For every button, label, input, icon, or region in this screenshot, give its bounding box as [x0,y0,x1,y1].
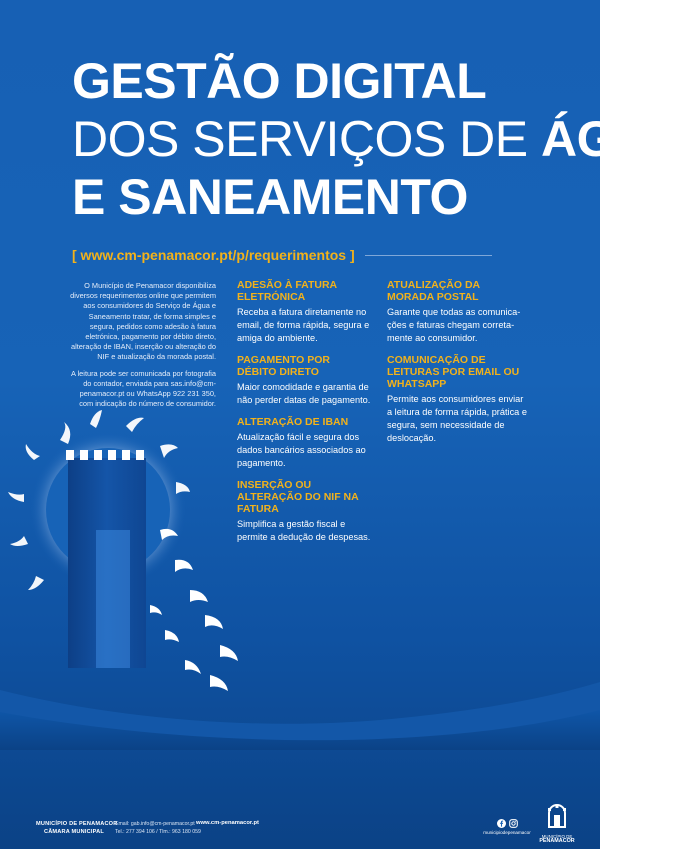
requirements-url-link[interactable]: [ www.cm-penamacor.pt/p/requerimentos ] [72,247,355,263]
municipality-logo [537,805,577,844]
contact-phones: Tel.: 277 394 106 / Tlm.: 963 180 059 [115,829,201,835]
footer [0,805,600,849]
service-item [237,279,372,345]
logo-label-small: MUNICÍPIO DE [541,834,573,839]
service-text: Atualização fácil e segura dos dados bancários associados ao pagamento. [237,432,366,468]
service-title: PAGAMENTO POR DÉBITO DIRETO [237,354,330,378]
headline-line-1: GESTÃO DIGITAL [72,53,487,109]
headline-line-2 [72,110,686,168]
url-banner [72,245,492,265]
brand-line-1: MUNICÍPIO DE PENAMACOR [36,821,118,827]
service-title: COMUNICAÇÃO DE LEITURAS POR EMAIL OU WHATSAPP [387,354,520,390]
footer-brand [36,820,118,836]
divider [365,255,492,256]
footer-website-link[interactable]: www.cm-penamacor.pt [196,820,259,826]
footer-contacts [115,820,201,836]
water-tower-illustration [0,420,600,750]
service-item [237,354,372,407]
service-text: Simplifica a gestão fiscal e permite a dedução de despesas. [237,519,371,542]
headline [72,52,686,226]
headline-line-2-bold: ÁGUA [540,111,686,167]
service-title: ALTERAÇÃO DE IBAN [237,416,349,428]
service-text: Garante que todas as comunica-ções e faturas chegam correta-mente ao consumidor. [387,307,521,343]
facebook-icon[interactable] [497,819,506,828]
brand-line-2: CÂMARA MUNICIPAL [43,829,105,835]
service-text: Receba a fatura diretamente no email, de forma rápida, segura e amiga do ambiente. [237,307,370,343]
social-block [482,819,532,835]
service-title: INSERÇÃO OU ALTERAÇÃO DO NIF NA FATURA [237,479,359,515]
headline-line-3: E SANEAMENTO [72,169,468,225]
contact-email[interactable]: Email: gab.info@cm-penamacor.pt [115,821,195,827]
logo-label-big: PENAMACOR [539,838,575,844]
social-icons [482,819,532,828]
social-handle: municipiodepenamacor [483,830,531,835]
service-title: ATUALIZAÇÃO DA MORADA POSTAL [387,279,480,303]
service-text: Permite aos consumidores enviar a leitura de forma rápida, prática e segura, sem necessidade de deslocação. [387,394,527,443]
intro-paragraph-2: A leitura pode ser comunicada por fotografia do contador, enviada para sas.info@cm-penamacor.pt ou WhatsApp 922 231 350, com indicação do número de consumidor. [70,368,216,409]
service-title: ADESÃO À FATURA ELETRÓNICA [237,279,337,303]
service-item [387,279,527,345]
instagram-icon[interactable] [509,819,518,828]
intro-paragraph-1: O Município de Penamacor disponibiliza diversos requerimentos online que permitem aos consumidores do Serviço de Água e Saneamento tratar, de forma simples e segura, pedidos como adesão à fatura eletrónica, pagamento por débito direto, alteração de IBAN, inserção ou alteração do NIF e atualização da morada postal. [70,281,216,362]
service-text: Maior comodidade e garantia de não perder datas de pagamento. [237,382,371,405]
headline-line-2-light: DOS SERVIÇOS DE [72,111,541,167]
castle-logo-icon [546,805,568,829]
tower-icon [66,450,146,668]
intro-text [66,281,216,415]
